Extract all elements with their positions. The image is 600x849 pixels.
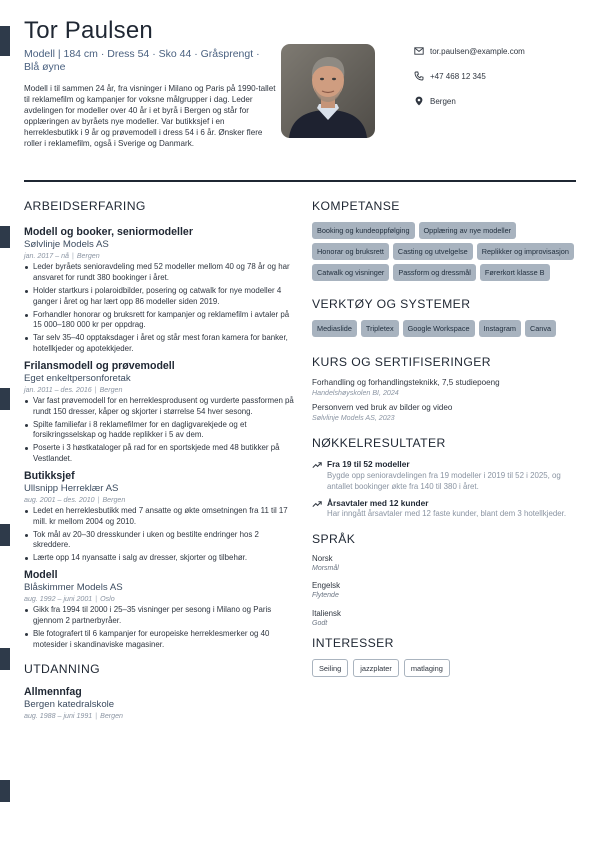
certifications-heading: KURS OG SERTIFISERINGER (312, 355, 491, 369)
header (24, 18, 276, 150)
job-company: Sølvlinje Models AS (24, 239, 109, 250)
bullet-item: Spilte familiefar i 8 reklamefilmer for en dagligvarekjede og et forsikringsselskap og hadde replikker i 5 av dem. (24, 420, 294, 441)
bullet-item: Forhandler honorar og bruksrett for kampanjer og reklamefilm i avtaler på 15 000–180 000 kr per oppdrag. (24, 310, 294, 331)
certifications-list (312, 378, 584, 423)
bullet-item: Ble fotografert til 6 kampanjer for europeiske herreklesmerker og 40 motesider i skandinaviske magasiner. (24, 629, 294, 650)
bullet-item: Holder startkurs i polaroidbilder, posering og catwalk for nye modeller 4 ganger i året og har lært opp 86 modeller siden 2019. (24, 286, 294, 307)
interest-tag: Seiling (312, 659, 348, 677)
education-entry (24, 686, 294, 721)
job-company: Ullsnipp Herreklær AS (24, 482, 119, 494)
skill-tag: Passform og dressmål (393, 264, 476, 281)
job-title: Frilansmodell og prøvemodell (24, 359, 175, 372)
contact-email[interactable] (414, 45, 594, 57)
job-title: Butikksjef (24, 469, 75, 482)
tool-tag: Instagram (479, 320, 521, 337)
interest-tag: matlaging (404, 659, 450, 677)
results-list (312, 459, 584, 520)
header-divider (24, 180, 576, 182)
language-name: Norsk (312, 553, 333, 563)
certification-title: Forhandling og forhandlingsteknikk, 7,5 studiepoeng (312, 378, 500, 387)
job-company: Eget enkeltpersonforetak (24, 372, 131, 384)
contact-location (414, 95, 594, 107)
profile-summary: Modell i til sammen 24 år, fra visninger i Milano og Paris på 1990-tallet til reklamefilm og kampanjer for voksne målgrupper i dag. Leder avdelingen for modeller over 40 år i et byrå i Bergen og står for opplæringen av byråets nye modeller. Var butikksjef i en herreklesbutikk i 9 år og prøvemodell i dress 54 i 6 år. Ønsker flere roller i reklamefilm, også i Sverige og Danmark. (24, 84, 276, 149)
mail-icon (414, 46, 424, 56)
bullet-item: Lærte opp 14 nyansatte i salg av dresser, skjorter og tilbehør. (24, 553, 294, 564)
job-bullets (24, 396, 294, 465)
skill-tag: Opplæring av nye modeller (419, 222, 517, 239)
language-level: Flytende (312, 592, 339, 600)
skill-tag: Catwalk og visninger (312, 264, 389, 281)
accent-bar-education (0, 780, 10, 802)
tool-tag: Mediaslide (312, 320, 357, 337)
education-school: Bergen katedralskole (24, 699, 115, 711)
interests-tags (312, 659, 584, 677)
skill-tag: Replikker og improvisasjon (477, 243, 574, 260)
interest-tag: jazzplater (353, 659, 399, 677)
skill-tag: Førerkort klasse B (480, 264, 550, 281)
skill-tag: Casting og utvelgelse (393, 243, 473, 260)
job-location: Oslo (100, 595, 115, 604)
language-name: Engelsk (312, 581, 341, 591)
trend-up-icon (312, 460, 322, 470)
result-title: Fra 19 til 52 modeller (327, 459, 410, 469)
job-company: Blåskimmer Models AS (24, 582, 123, 594)
job-dates: jan. 2017 – nå (24, 252, 69, 260)
job-meta: aug. 2001 – des. 2010 | Bergen (24, 495, 126, 504)
bullet-item: Tok mål av 20–30 dresskunder i uken og bestilte endringer hos 2 skreddere. (24, 530, 294, 551)
skill-tag: Honorar og bruksrett (312, 243, 389, 260)
language-level: Morsmål (312, 564, 339, 572)
result-description: Har inngått årsavtaler med 12 faste kunder, blant dem 3 hotellkjeder. (327, 509, 567, 519)
bullet-item: Poserte i 3 høstkataloger på rad for en sportskjede med 48 butikker på Vestlandet. (24, 443, 294, 464)
education-dates: aug. 1988 – juni 1991 (24, 712, 93, 721)
language-name: Italiensk (312, 608, 341, 618)
contact-phone-text: +47 468 12 345 (430, 71, 486, 81)
bullet-item: Var fast prøvemodell for en herreklesprodusent og vurderte passformen på rundt 150 dresser, kåper og skjorter i størrelse 54 hver sesong. (24, 396, 294, 417)
bullet-item: Gikk fra 1994 til 2000 i 25–35 visninger per sesong i Milano og Paris gjennom 2 partnerbyråer. (24, 605, 294, 626)
job-entry (24, 360, 294, 465)
location-pin-icon (414, 96, 424, 106)
result-title: Årsavtaler med 12 kunder (327, 497, 429, 508)
languages-list (312, 554, 584, 629)
job-bullets (24, 506, 294, 564)
result-item (312, 459, 584, 493)
skills-tags (312, 222, 584, 281)
certification-issuer: Handelshøyskolen BI, 2024 (312, 388, 399, 397)
accent-bar-job-1 (0, 226, 10, 248)
skills-heading: KOMPETANSE (312, 199, 400, 213)
bullet-item: Leder byråets senioravdeling med 52 modeller mellom 40 og 78 år og har ansvaret for rundt 380 bookinger i året. (24, 262, 294, 283)
phone-icon (414, 71, 424, 81)
tool-tag: Tripletex (361, 320, 399, 337)
result-description: Bygde opp senioravdelingen fra 19 modeller i 2019 til 52 i 2025, og antallet bookinger økte fra 140 til 380 i året. (327, 470, 561, 492)
job-location: Bergen (99, 385, 123, 394)
interests-heading: INTERESSER (312, 636, 394, 651)
contact-phone[interactable] (414, 70, 594, 82)
bullet-item: Tar selv 35–40 opptaksdager i året og står mest foran kamera for banker, hotellkjeder og apotekkjeder. (24, 333, 294, 354)
candidate-subtitle: Modell | 184 cm · Dress 54 · Sko 44 · Gråsprengt · Blå øyne (24, 48, 260, 73)
job-bullets (24, 262, 294, 355)
education-meta: aug. 1988 – juni 1991 | Bergen (24, 712, 123, 721)
skill-tag: Booking og kundeoppfølging (312, 222, 415, 239)
job-title: Modell (24, 569, 58, 582)
tool-tag: Google Workspace (403, 320, 475, 337)
certification-issuer: Sølvlinje Models AS, 2023 (312, 413, 395, 422)
accent-bar-header (0, 26, 10, 56)
contact-location-text: Bergen (430, 96, 456, 106)
accent-bar-job-2 (0, 388, 10, 410)
tools-heading: VERKTØY OG SYSTEMER (312, 297, 471, 311)
left-column (24, 199, 294, 721)
trend-up-icon (312, 499, 322, 509)
education-location: Bergen (100, 712, 123, 721)
job-location: Bergen (102, 495, 126, 504)
job-entry (24, 226, 294, 355)
right-column (312, 199, 584, 677)
results-heading: NØKKELRESULTATER (312, 436, 446, 450)
job-title: Modell og booker, seniormodeller (24, 226, 193, 238)
certification-title: Personvern ved bruk av bilder og video (312, 403, 453, 412)
contact-info (414, 45, 594, 120)
tool-tag: Canva (525, 320, 556, 337)
profile-photo (281, 44, 375, 138)
languages-heading: SPRÅK (312, 531, 356, 546)
job-dates: jan. 2011 – des. 2016 (24, 385, 92, 394)
tools-tags (312, 320, 584, 337)
accent-bar-job-3 (0, 524, 10, 546)
job-meta: aug. 1992 – juni 2001 | Oslo (24, 595, 115, 604)
education-heading: UTDANNING (24, 662, 101, 677)
contact-email-text: tor.paulsen@example.com (430, 46, 525, 56)
education-title: Allmennfag (24, 686, 82, 699)
job-meta: jan. 2011 – des. 2016 | Bergen (24, 385, 123, 394)
job-meta: jan. 2017 – nå | Bergen (24, 252, 100, 260)
experience-heading: ARBEIDSERFARING (24, 199, 146, 213)
job-entry (24, 470, 294, 564)
job-bullets (24, 605, 294, 650)
job-entry (24, 569, 294, 650)
language-level: Godt (312, 619, 328, 627)
job-location: Bergen (76, 252, 100, 260)
result-item (312, 498, 584, 520)
bullet-item: Ledet en herreklesbutikk med 7 ansatte og økte omsetningen fra 11 til 17 mill. kr mellom 2004 og 2010. (24, 506, 294, 527)
accent-bar-job-4 (0, 648, 10, 670)
candidate-name: Tor Paulsen (24, 17, 153, 44)
job-dates: aug. 2001 – des. 2010 (24, 495, 95, 504)
job-dates: aug. 1992 – juni 2001 (24, 595, 93, 604)
